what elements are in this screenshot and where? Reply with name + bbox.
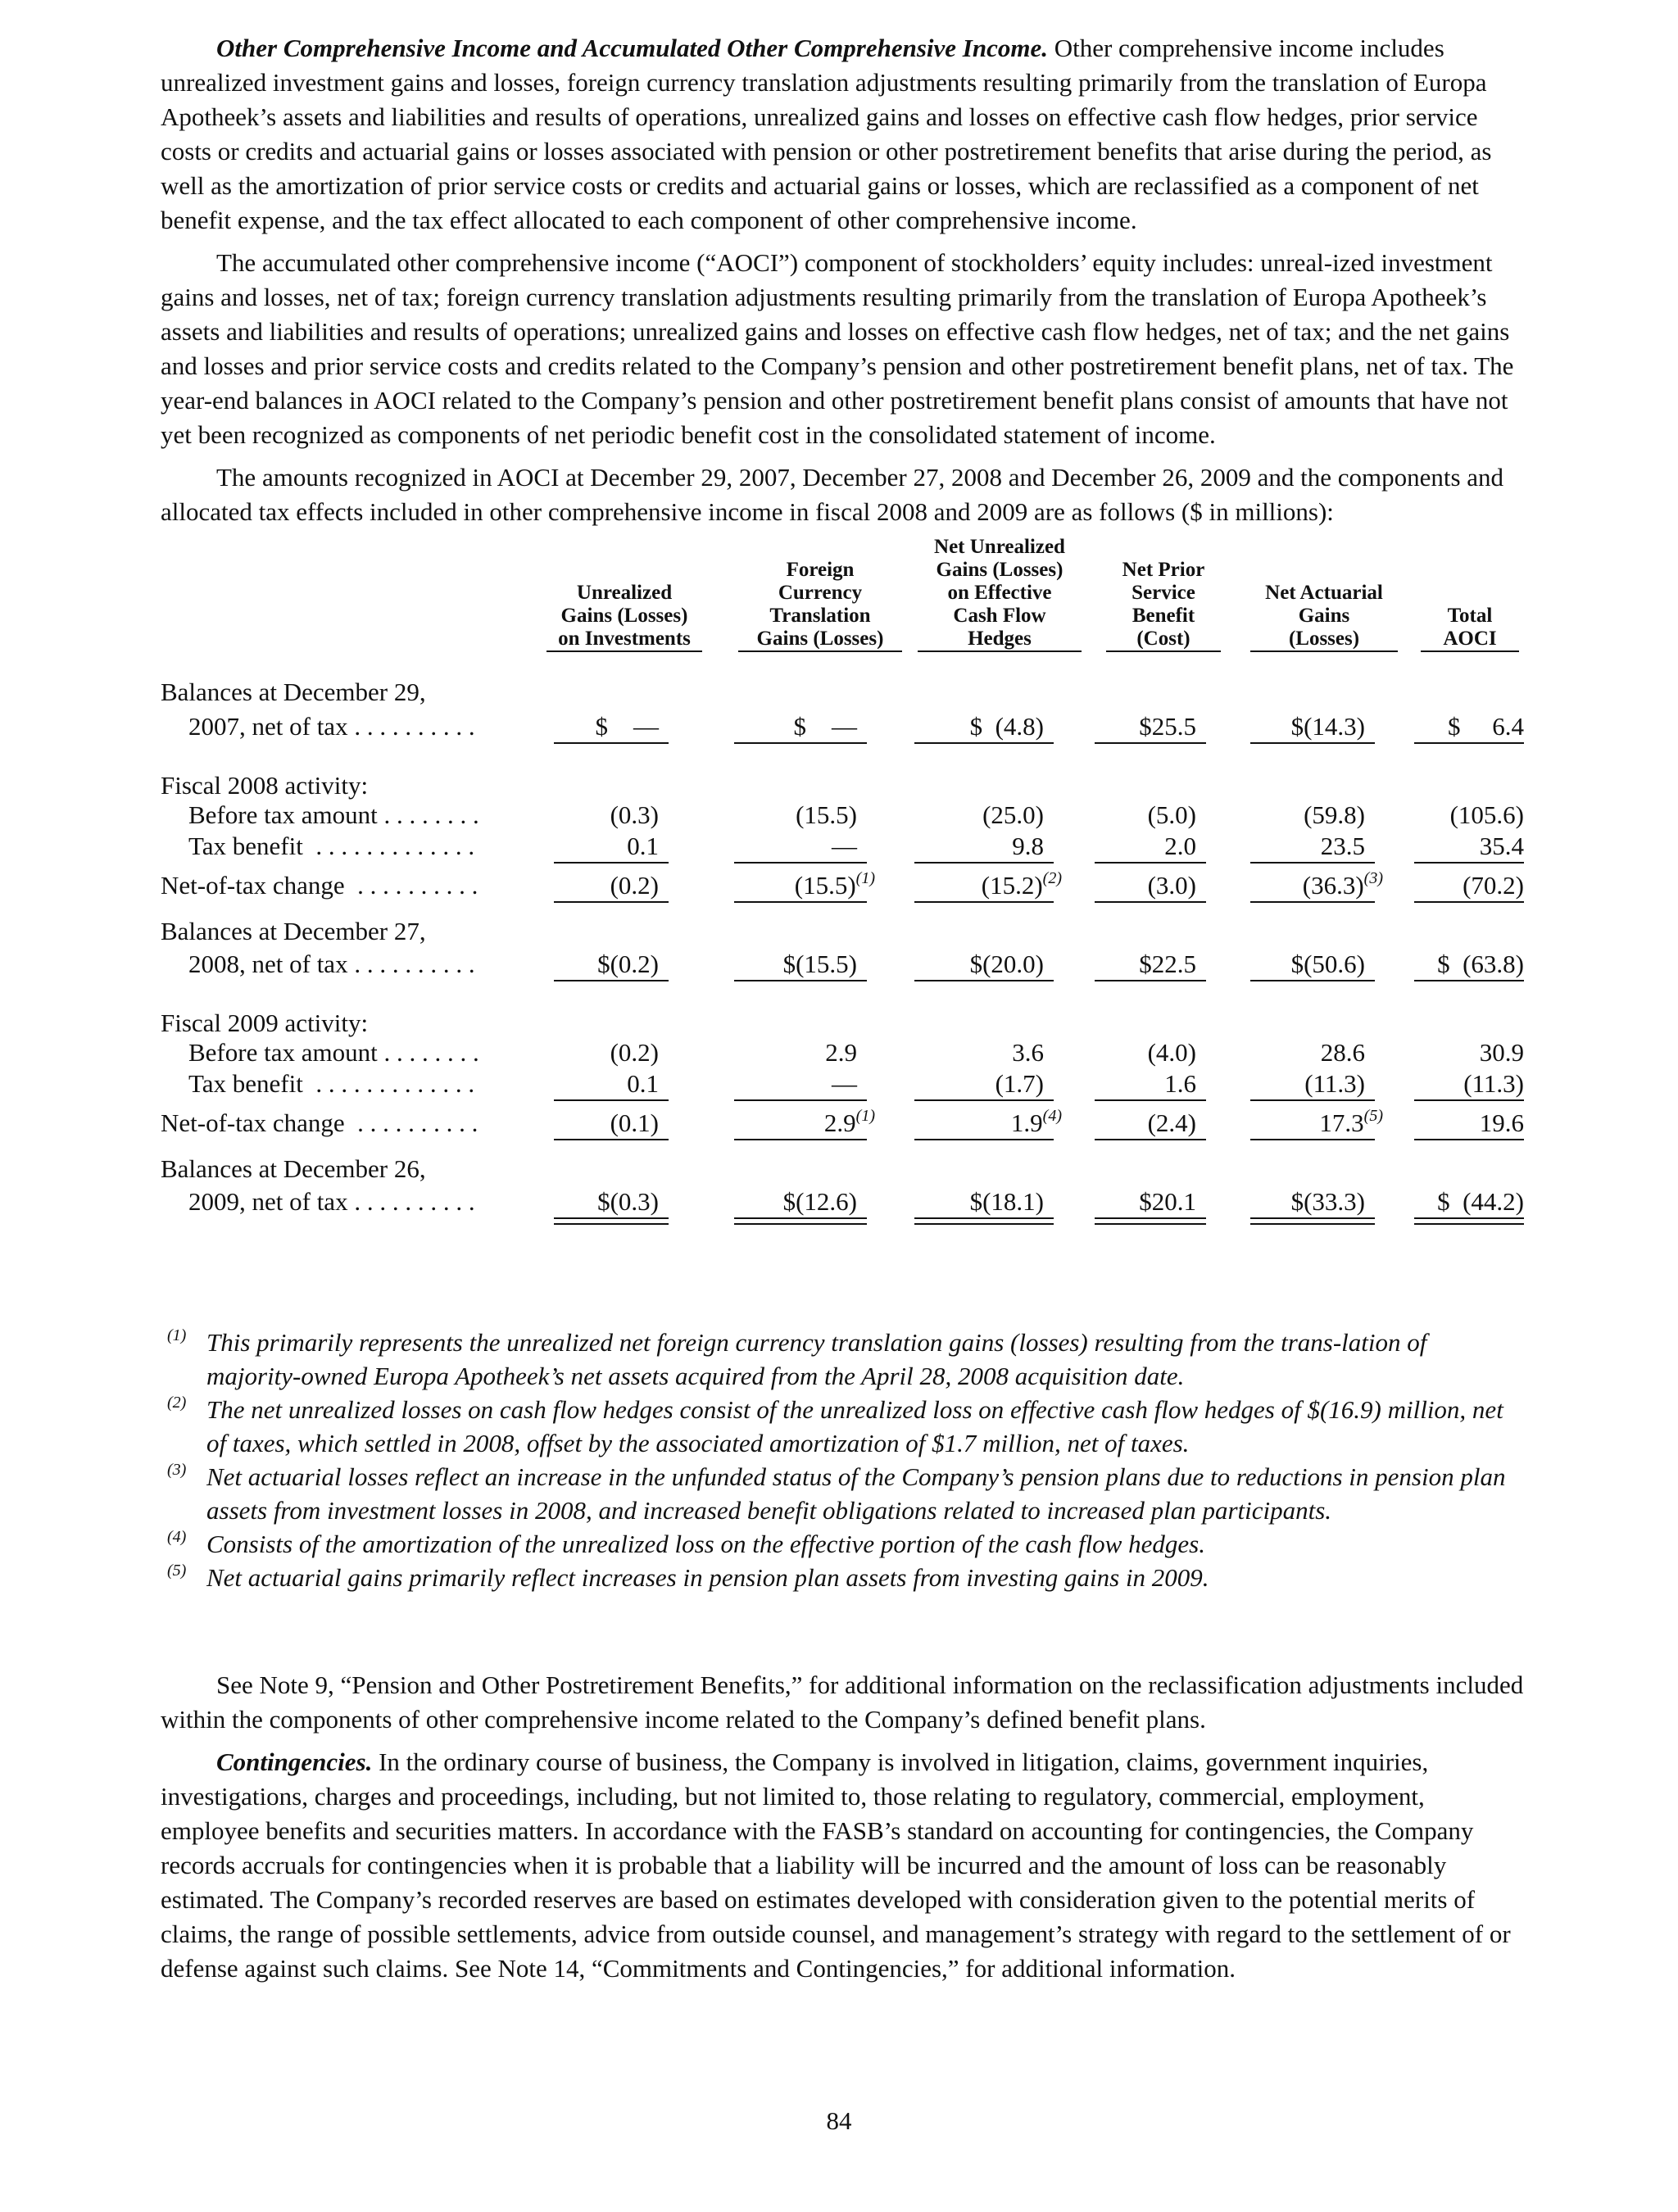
table-cell: [1139, 1185, 1196, 1219]
column-header-line: (Losses): [1250, 628, 1398, 652]
column-header: [1250, 537, 1398, 652]
underline: [554, 1099, 669, 1101]
column-header-line: Hedges: [918, 628, 1082, 652]
underline: [734, 901, 867, 903]
table-cell: [970, 947, 1044, 981]
footnote: [161, 1561, 1524, 1594]
cell-value: $ (4.8): [969, 712, 1044, 741]
underline: [554, 901, 669, 903]
table-cell: [1148, 1106, 1196, 1140]
contingencies-heading: Contingencies.: [216, 1747, 373, 1776]
table-cell: [1139, 947, 1196, 981]
cell-value: (105.6): [1449, 800, 1524, 829]
table-cell: [1437, 1185, 1524, 1219]
underline: [1414, 980, 1524, 981]
column-header-line: Foreign: [786, 559, 855, 581]
underline: [1250, 901, 1375, 903]
underline: [734, 1139, 867, 1140]
column-header-line: Net Unrealized: [934, 536, 1065, 558]
cell-value: $(20.0): [969, 950, 1044, 978]
column-header: [918, 537, 1082, 652]
column-header-line: Service: [1132, 582, 1195, 604]
row-label: Fiscal 2009 activity:: [161, 1009, 369, 1037]
cell-value: $ (63.8): [1437, 950, 1524, 978]
cell-value: $(0.2): [597, 950, 659, 978]
footnote-ref: (5): [1363, 1106, 1383, 1125]
table-cell: [1291, 1185, 1365, 1219]
cell-value: $20.1: [1139, 1187, 1196, 1216]
table-cell: [627, 1067, 659, 1101]
cell-value: $(15.5): [782, 950, 857, 978]
cell-value: 23.5: [1320, 832, 1365, 860]
underline: [914, 980, 1054, 981]
paragraph-contingencies: [161, 1745, 1524, 1986]
double-underline: [1250, 1217, 1375, 1225]
table-cell: [783, 947, 857, 981]
cell-value: —: [832, 832, 857, 860]
table-cell: [995, 1067, 1044, 1101]
footnote-mark: (1): [167, 1326, 187, 1344]
underline: [1095, 1139, 1206, 1140]
underline: [914, 742, 1054, 744]
underline: [1095, 742, 1206, 744]
column-header-line: Cash Flow: [953, 605, 1046, 627]
double-underline: [554, 1217, 669, 1225]
cell-value: $(18.1): [969, 1187, 1044, 1216]
page-number: 84: [826, 2106, 852, 2135]
row-label: Net-of-tax change . . . . . . . . . .: [161, 1108, 478, 1137]
cell-value: (70.2): [1463, 871, 1524, 900]
cell-value: (11.3): [1463, 1069, 1524, 1098]
row-label: Balances at December 29,: [161, 678, 426, 706]
footnote-text: This primarily represents the unrealized net foreign currency translation gains (losses) resulting from the trans-lation of majority-owned Europa Apotheek’s net assets acquired from the April 28, 2008 acquisition date.: [206, 1328, 1427, 1390]
column-header-line: Gains: [1298, 605, 1350, 627]
underline: [1250, 980, 1375, 981]
cell-value: 1.6: [1164, 1069, 1196, 1098]
table-cell: [610, 798, 659, 832]
cell-value: (11.3): [1304, 1069, 1365, 1098]
cell-value: (15.2): [981, 871, 1043, 900]
column-header: [1106, 537, 1221, 652]
table-cell: [1463, 1067, 1524, 1101]
column-header-line: Gains (Losses): [560, 605, 688, 627]
underline: [1250, 742, 1375, 744]
footnote-text: Net actuarial losses reflect an increase in the unfunded status of the Company’s pension plans due to reductions in pension plan assets from investment losses in 2008, and increased benefit obligations related to increased plan participants.: [206, 1462, 1506, 1525]
table-cell: [1148, 798, 1196, 832]
cell-value: (0.3): [610, 800, 659, 829]
table-cell: [627, 829, 659, 863]
cell-value: (0.2): [610, 1038, 659, 1067]
table-cell: [794, 709, 858, 744]
footnote-ref: (3): [1363, 868, 1383, 887]
cell-value: $(33.3): [1290, 1187, 1365, 1216]
underline: [1414, 901, 1524, 903]
underline: [554, 862, 669, 863]
oci-heading: Other Comprehensive Income and Accumulated Other Comprehensive Income.: [216, 34, 1048, 62]
table-cell: [970, 709, 1044, 744]
footnote-ref: (1): [855, 868, 875, 887]
cell-value: (0.2): [610, 871, 659, 900]
table-cell: [1448, 709, 1524, 744]
table-cell: [1164, 829, 1196, 863]
table-cell: [1304, 1067, 1365, 1101]
underline: [1414, 742, 1524, 744]
cell-value: $ 6.4: [1448, 712, 1524, 741]
underline: [1095, 901, 1206, 903]
cell-value: 2.0: [1164, 832, 1196, 860]
table-cell: [1148, 1036, 1196, 1070]
table-cell: [825, 1036, 857, 1070]
underline: [1414, 1139, 1524, 1140]
double-underline: [1414, 1217, 1524, 1225]
contingencies-body: In the ordinary course of business, the Company is involved in litigation, claims, government inquiries, investigations, charges and proceedings, including, but not limited to, those relating to regulatory, commercial, employment, employee benefits and securities matters. In accordance with the FASB’s standard on accounting for contingencies, the Company records accruals for contingencies when it is probable that a liability will be incurred and the amount of loss can be reasonably estimated. The Company’s recorded reserves are based on estimates developed with consideration given to the potential merits of claims, the range of possible settlements, advice from outside counsel, and management’s strategy with regard to the settlement of or defense against such claims. See Note 14, “Commitments and Contingencies,” for additional information.: [161, 1747, 1511, 1983]
column-header: [546, 537, 702, 652]
table-cell: [1011, 1106, 1062, 1140]
cell-value: 28.6: [1320, 1038, 1365, 1067]
row-label: Balances at December 27,: [161, 917, 426, 945]
document-page: [161, 31, 1524, 1216]
column-header-line: Currency: [778, 582, 863, 604]
underline: [1250, 1099, 1375, 1101]
oci-body: Other comprehensive income includes unrealized investment gains and losses, foreign currency translation adjustments resulting primarily from the translation of Europa Apotheek’s assets and liabilities and results of operations, unrealized gains and losses on effective cash flow hedges, prior service costs or credits and actuarial gains or losses associated with pension or other postretirement benefits that arise during the period, as well as the amortization of prior service costs or credits and actuarial gains or losses, which are reclassified as a component of net benefit expense, and the tax effect allocated to each component of other comprehensive income.: [161, 34, 1492, 234]
column-header-line: Net Prior: [1122, 559, 1205, 581]
cell-value: (15.5): [794, 871, 856, 900]
table-cell: [1291, 947, 1365, 981]
column-header-line: on Effective: [947, 582, 1052, 604]
column-header-line: Unrealized: [576, 582, 673, 604]
paragraph-oci: [161, 31, 1524, 238]
table-cell: [1012, 829, 1044, 863]
column-header-line: Total: [1447, 605, 1493, 627]
underline: [1414, 1099, 1524, 1101]
cell-value: (1.7): [995, 1069, 1044, 1098]
footnote-mark: (2): [167, 1394, 187, 1412]
cell-value: (2.4): [1147, 1108, 1196, 1137]
cell-value: $ (44.2): [1437, 1187, 1524, 1216]
row-label: Fiscal 2008 activity:: [161, 771, 369, 800]
row-label: Before tax amount . . . . . . . .: [188, 800, 479, 829]
cell-value: $(0.3): [597, 1187, 659, 1216]
footnote-mark: (4): [167, 1528, 187, 1546]
double-underline: [914, 1217, 1054, 1225]
table-cell: [970, 1185, 1044, 1219]
cell-value: $25.5: [1139, 712, 1196, 741]
table-cell: [982, 868, 1062, 903]
cell-value: 0.1: [627, 832, 659, 860]
underline: [1095, 980, 1206, 981]
cell-value: $ —: [793, 712, 857, 741]
table-cell: [1463, 868, 1524, 903]
table-cell: [1480, 1036, 1524, 1070]
paragraph-amounts: The amounts recognized in AOCI at December 29, 2007, December 27, 2008 and December 26, 2009 and the components and allocated tax effects included in other comprehensive income in fiscal 2008 and 2009 are as follows ($ in millions):: [161, 463, 1504, 526]
underline: [734, 862, 867, 863]
footnote: [161, 1460, 1524, 1527]
footnotes: [161, 1326, 1524, 1594]
table-cell: [1304, 798, 1365, 832]
footnote: [161, 1527, 1524, 1561]
column-header-line: AOCI: [1421, 628, 1519, 652]
double-underline: [1095, 1217, 1206, 1225]
row-label: 2009, net of tax . . . . . . . . . .: [188, 1187, 475, 1216]
cell-value: 9.8: [1012, 832, 1044, 860]
cell-value: $(14.3): [1290, 712, 1365, 741]
underline: [734, 742, 867, 744]
row-label: 2008, net of tax . . . . . . . . . .: [188, 950, 475, 978]
cell-value: (15.5): [796, 800, 857, 829]
underline: [1250, 862, 1375, 863]
underline: [1414, 862, 1524, 863]
cell-value: 2.9: [823, 1108, 856, 1137]
column-header-line: Translation: [769, 605, 871, 627]
table-cell: [1480, 829, 1524, 863]
underline: [914, 862, 1054, 863]
table-cell: [1321, 829, 1365, 863]
column-header-line: on Investments: [546, 628, 702, 652]
underline: [734, 980, 867, 981]
table-cell: [597, 1185, 659, 1219]
column-header-line: Net Actuarial: [1265, 582, 1383, 604]
cell-value: 35.4: [1479, 832, 1524, 860]
underline: [554, 1139, 669, 1140]
table-cell: [982, 798, 1044, 832]
column-header-line: (Cost): [1106, 628, 1221, 652]
footnote-text: Consists of the amortization of the unrealized loss on the effective portion of the cash flow hedges.: [206, 1530, 1205, 1558]
underline: [554, 742, 669, 744]
table-cell: [1319, 1106, 1383, 1140]
table-cell: [1012, 1036, 1044, 1070]
table-cell: [832, 1067, 857, 1101]
cell-value: 2.9: [825, 1038, 857, 1067]
footnote: [161, 1326, 1524, 1393]
table-cell: [1291, 709, 1365, 744]
underline: [1250, 1139, 1375, 1140]
underline: [914, 1139, 1054, 1140]
paragraph-aoci: The accumulated other comprehensive income (“AOCI”) component of stockholders’ equity includes: unreal-ized investment gains and losses, net of tax; foreign currency translation adjustments resulting primarily from the translation of Europa Apotheek’s assets and liabilities and results of operations; unrealized gains and losses on effective cash flow hedges, net of tax; and the net gains and losses and prior service costs and credits related to the Company’s pension and other postretirement benefit plans, net of tax. The year-end balances in AOCI related to the Company’s pension and other postretirement benefit plans consist of amounts that have not yet been recognized as components of net periodic benefit cost in the consolidated statement of income.: [161, 248, 1514, 449]
table-cell: [1450, 798, 1524, 832]
column-header: [1421, 537, 1519, 652]
cell-value: (36.3): [1302, 871, 1364, 900]
table-cell: [596, 709, 660, 744]
footnote-ref: (2): [1042, 868, 1062, 887]
row-label: Tax benefit . . . . . . . . . . . . .: [188, 832, 475, 860]
cell-value: $22.5: [1139, 950, 1196, 978]
cell-value: (0.1): [610, 1108, 659, 1137]
table-cell: [1164, 1067, 1196, 1101]
table-cell: [796, 798, 857, 832]
table-cell: [610, 868, 659, 903]
row-label: 2007, net of tax . . . . . . . . . .: [188, 712, 475, 741]
table-cell: [783, 1185, 857, 1219]
table-cell: [610, 1106, 659, 1140]
cell-value: $(12.6): [782, 1187, 857, 1216]
column-header-line: Gains (Losses): [738, 628, 902, 652]
cell-value: 19.6: [1479, 1108, 1524, 1137]
table-cell: [795, 868, 875, 903]
footnote-text: The net unrealized losses on cash flow hedges consist of the unrealized loss on effective cash flow hedges of $(16.9) million, net of taxes, which settled in 2008, offset by the associated amortization of $1.7 million, net of taxes.: [206, 1395, 1503, 1457]
footnote: [161, 1393, 1524, 1460]
cell-value: —: [832, 1069, 857, 1098]
table-cell: [824, 1106, 875, 1140]
table-cell: [610, 1036, 659, 1070]
cell-value: $(50.6): [1290, 950, 1365, 978]
column-header-line: Benefit: [1132, 605, 1195, 627]
row-label: Balances at December 26,: [161, 1154, 426, 1183]
underline: [1095, 862, 1206, 863]
footnote-mark: (3): [167, 1461, 187, 1479]
footnote-ref: (1): [855, 1106, 875, 1125]
paragraph-see-note: See Note 9, “Pension and Other Postretirement Benefits,” for additional information on the reclassification adjustments included within the components of other comprehensive income related to the Company’s defined benefit plans.: [161, 1670, 1524, 1734]
cell-value: (25.0): [982, 800, 1044, 829]
double-underline: [734, 1217, 867, 1225]
cell-value: 17.3: [1319, 1108, 1364, 1137]
table-cell: [1437, 947, 1524, 981]
cell-value: (4.0): [1147, 1038, 1196, 1067]
table-cell: [1321, 1036, 1365, 1070]
table-cell: [597, 947, 659, 981]
cell-value: 1.9: [1010, 1108, 1043, 1137]
underline: [734, 1099, 867, 1101]
cell-value: 3.6: [1012, 1038, 1044, 1067]
cell-value: $ —: [595, 712, 659, 741]
row-label: Net-of-tax change . . . . . . . . . .: [161, 871, 478, 900]
underline: [554, 980, 669, 981]
underline: [914, 1099, 1054, 1101]
closing-text: [161, 1668, 1524, 1994]
row-label: Before tax amount . . . . . . . .: [188, 1038, 479, 1067]
cell-value: (3.0): [1147, 871, 1196, 900]
cell-value: (5.0): [1147, 800, 1196, 829]
table-cell: [1139, 709, 1196, 744]
column-header-line: Gains (Losses): [936, 559, 1063, 581]
cell-value: 30.9: [1479, 1038, 1524, 1067]
table-cell: [832, 829, 857, 863]
row-label: Tax benefit . . . . . . . . . . . . .: [188, 1069, 475, 1098]
aoci-table: [161, 536, 1524, 1216]
underline: [1095, 1099, 1206, 1101]
cell-value: (59.8): [1304, 800, 1365, 829]
table-cell: [1480, 1106, 1524, 1140]
footnote-ref: (4): [1042, 1106, 1062, 1125]
column-header: [738, 537, 902, 652]
footnote-text: Net actuarial gains primarily reflect increases in pension plan assets from investing gains in 2009.: [206, 1563, 1209, 1592]
cell-value: 0.1: [627, 1069, 659, 1098]
footnote-mark: (5): [167, 1562, 187, 1580]
table-cell: [1148, 868, 1196, 903]
underline: [914, 901, 1054, 903]
table-cell: [1303, 868, 1383, 903]
